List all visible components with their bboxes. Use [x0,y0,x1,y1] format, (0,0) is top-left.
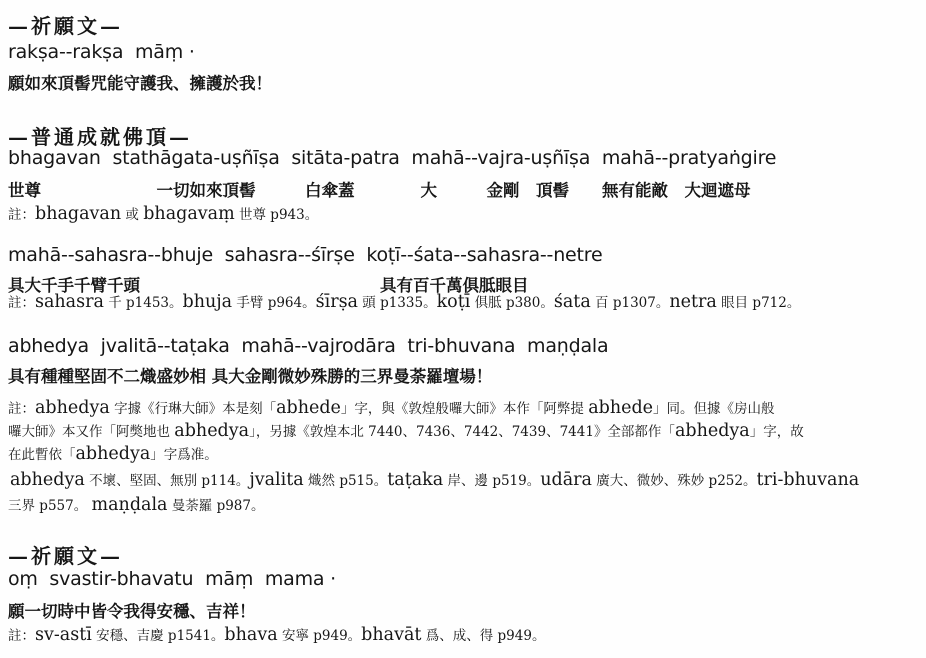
note-text-segment: koṭī [436,292,471,312]
note-text-segment: p252 [708,473,743,489]
note-text-segment: sahasra [35,292,104,312]
note-text-segment: śīrṣa [315,292,358,312]
note-text-segment: 熾然 [303,473,340,489]
note-text-segment: 」，另據《敦煌本北 [249,424,369,440]
note-text-segment: 」字，與《敦煌般囉大師》本作「阿弊提 [340,401,589,417]
note-text-segment: 。 [540,295,554,311]
note-text-segment: bhava [224,625,278,645]
note-text-segment: p1453 [126,295,169,311]
note-text-segment: bhavāt [361,625,422,645]
note-text-segment: 三界 [8,498,40,514]
note-text-segment: p515 [339,473,374,489]
note-text-segment: 」字，故 [749,424,804,440]
section-2-note-line [8,203,318,224]
note-text-segment: jvalita [249,470,304,490]
note-text-segment: p943 [270,207,305,223]
section-3-note-line [8,291,800,312]
note-text-segment: 不壞、堅固、無別 [84,473,202,489]
section-1-chinese-gloss: 願如來頂髻咒能守護我、擁護於我！ [8,74,272,93]
note-text-segment: 。 [302,295,316,311]
note-text-segment: 。 [169,295,183,311]
section-1-sanskrit-line: rakṣa--rakṣa māṃ · [8,41,195,63]
note-text-segment: udāra [540,470,592,490]
section-5-title: —祈願文— [8,544,123,568]
note-text-segment: 世尊 [234,207,271,223]
note-text-segment: tri-bhuvana [756,470,860,490]
note-text-segment: 岸、邊 [443,473,493,489]
note-text-segment: 安穩、吉慶 [91,628,168,644]
section-2-chinese-gloss: 世尊 一切如來頂髻 白傘蓋 大 金剛 頂髻 無有能敵 大迴遮母 [8,181,751,200]
note-text-segment: 註： [8,401,35,417]
note-text-segment: 手臂 [232,295,268,311]
note-text-segment: 俱胝 [470,295,506,311]
note-text-segment: 。 [423,295,437,311]
section-4-vocab-note-line-1 [10,469,859,490]
note-text-segment: bhagavan [35,204,122,224]
section-4-note-paragraph-line-2 [8,420,804,441]
note-text-segment: netra [669,292,717,312]
note-text-segment: p519 [492,473,527,489]
note-text-segment: 註： [8,628,35,644]
note-text-segment: p380 [505,295,541,311]
section-3-chinese-gloss-right: 具有百千萬俱胝眼目 [380,276,529,295]
note-text-segment: 。 [373,473,388,489]
note-text-segment: 。 [526,473,541,489]
note-text-segment: taṭaka [387,470,444,490]
note-text-segment: p114 [201,473,236,489]
section-5-chinese-gloss: 願一切時中皆令我得安穩、吉祥！ [8,602,256,621]
section-3-sanskrit-line: mahā--sahasra--bhuje sahasra--śīrṣe koṭī--śata--sahasra--netre [8,244,603,266]
note-text-segment: 安寧 [277,628,314,644]
note-text-segment: 註： [8,207,35,223]
note-text-segment: p964 [267,295,303,311]
note-text-segment: maṇḍala [91,495,168,515]
note-text-segment: 曼荼羅 [167,498,217,514]
note-text-segment: 。 [742,473,757,489]
section-2-title: —普通成就佛頂— [8,125,192,149]
note-text-segment: abhedya [674,421,750,441]
note-text-segment: 。 [531,628,546,644]
note-text-segment: 百 [590,295,613,311]
note-text-segment: p949 [497,628,532,644]
note-text-segment: abhede [588,398,654,418]
note-text-segment: 眼目 [716,295,753,311]
note-text-segment: abhedya [174,421,250,441]
note-text-segment: 囉大師》本又作「阿獘地也 [8,424,175,440]
note-text-segment: 。 [235,473,250,489]
note-text-segment: 。 [347,628,362,644]
note-text-segment: 》全部都作「 [593,424,675,440]
section-1-title: —祈願文— [8,14,123,38]
section-4-note-paragraph-line-3 [8,443,218,464]
note-text-segment: p1335 [380,295,424,311]
note-text-segment: 廣大、微妙、殊妙 [591,473,709,489]
note-text-segment: 7440、7436、7442、7439、7441 [368,424,594,440]
note-text-segment: 。 [210,628,225,644]
note-text-segment: abhede [276,398,341,418]
section-2-sanskrit-line: bhagavan stathāgata-uṣñīṣa sitāta-patra mahā--vajra-uṣñīṣa mahā--pratyaṅgire [8,147,777,169]
note-text-segment: 。 [655,295,670,311]
section-5-sanskrit-line: oṃ svastir-bhavatu māṃ mama · [8,568,337,590]
note-text-segment: abhedya [75,444,151,464]
note-text-segment: p987 [216,498,251,514]
note-text-segment: śata [553,292,591,312]
section-4-note-paragraph-line-1 [8,397,775,418]
note-text-segment: bhuja [182,292,233,312]
section-4-vocab-note-line-2 [8,494,265,515]
note-text-segment: 字據《行琳大師》本是刻「 [109,401,277,417]
note-text-segment: 」同。但據《房山般 [653,401,775,417]
note-text-segment: 千 [103,295,126,311]
note-text-segment: sv-astī [35,625,92,645]
note-text-segment: p1541 [167,628,211,644]
note-text-segment: p949 [313,628,348,644]
note-text-segment: 。 [786,295,801,311]
note-text-segment: abhedya [35,398,110,418]
note-text-segment: 。 [251,498,265,514]
note-text-segment: 在此暫依「 [8,447,76,463]
section-3-chinese-gloss-left: 具大千手千臂千頭 [8,276,140,295]
note-text-segment: 。 [304,207,319,223]
note-text-segment: p1307 [612,295,656,311]
section-5-note-line [8,624,545,645]
note-text-segment: 頭 [357,295,381,311]
note-text-segment: 。 [73,498,92,514]
section-4-chinese-gloss: 具有種種堅固不二熾盛妙相 具大金剛微妙殊勝的三界曼荼羅壇場！ [8,367,493,386]
note-text-segment: p557 [39,498,74,514]
section-4-sanskrit-line: abhedya jvalitā--taṭaka mahā--vajrodāra tri-bhuvana maṇḍala [8,335,609,357]
note-text-segment: 」字爲准。 [150,447,218,463]
note-text-segment: 爲、成、得 [421,628,498,644]
note-text-segment: p712 [752,295,787,311]
note-text-segment: 註： [8,295,35,311]
note-text-segment: 或 [121,207,144,223]
note-text-segment: bhagavaṃ [143,204,235,224]
note-text-segment: abhedya [10,470,85,490]
